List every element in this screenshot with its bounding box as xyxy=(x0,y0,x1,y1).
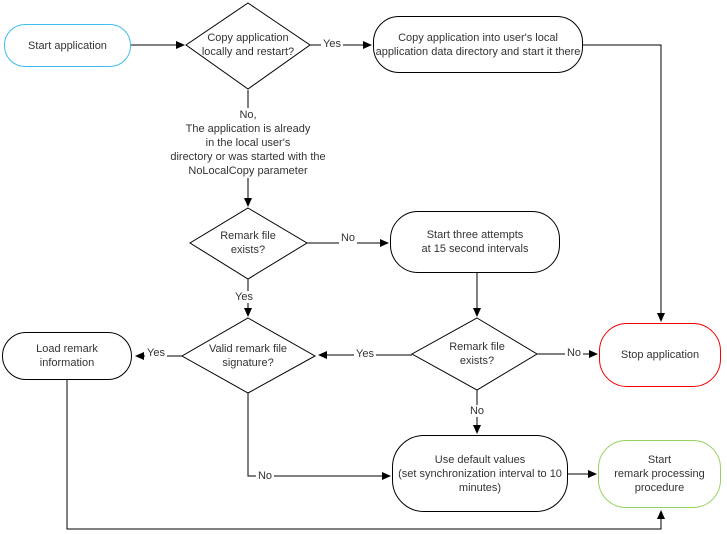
node-label-line: remark processing xyxy=(614,468,705,480)
no-local-copy-note xyxy=(148,108,348,178)
note-line: in the local user's xyxy=(205,137,291,149)
node-label-line: Copy application into user's local xyxy=(398,31,558,44)
node-label-line: Remark file xyxy=(449,341,505,353)
start-three-attempts-node xyxy=(390,211,560,273)
node-label-line: Valid remark file xyxy=(208,343,288,355)
edge-label-signature-no: No xyxy=(257,470,273,482)
edge-label-signature-yes: Yes xyxy=(147,347,165,359)
node-label-line: Start xyxy=(647,454,672,466)
note-line: directory or was started with the xyxy=(170,151,326,163)
note-line: No, xyxy=(239,109,257,121)
load-remark-information-node xyxy=(2,332,132,380)
edge-label-exists2-yes: Yes xyxy=(356,348,374,360)
node-label-line: procedure xyxy=(634,482,685,494)
node-label-line: minutes) xyxy=(458,481,502,494)
edge-label-exists2-no-bottom: No xyxy=(469,405,485,417)
note-line: NoLocalCopy parameter xyxy=(188,165,308,177)
use-default-values-node xyxy=(392,435,568,512)
decision-remark-exists-2-label xyxy=(415,340,539,368)
decision-valid-signature-label xyxy=(184,342,312,370)
copy-application-node xyxy=(373,16,583,73)
edge-load-to-processing xyxy=(67,380,661,529)
node-label-line: (set synchronization interval to 10 xyxy=(398,467,562,480)
edge-label-exists1-no: No xyxy=(340,232,356,244)
node-label-line: signature? xyxy=(222,357,274,369)
edge-copyapp-to-stop xyxy=(583,45,661,321)
node-label-line: exists? xyxy=(459,355,495,367)
node-label-line: Copy application xyxy=(207,32,289,44)
start-application-node xyxy=(4,24,131,67)
node-label-line: Load remark xyxy=(36,343,98,355)
node-label-line: Start application xyxy=(28,39,107,52)
node-label-line: locally and restart? xyxy=(201,46,295,58)
edge-label-copy-yes: Yes xyxy=(323,38,341,50)
node-label-line: Start three attempts xyxy=(426,229,524,241)
edge-signature-no xyxy=(248,393,390,476)
edge-label-exists2-no: No xyxy=(566,347,582,359)
start-remark-processing-node xyxy=(598,440,721,508)
note-line: The application is already xyxy=(185,123,311,135)
node-label-line: application data directory and start it there xyxy=(375,45,581,58)
node-label-line: information xyxy=(39,357,95,369)
decision-copy-locally-label xyxy=(186,31,310,59)
node-label-line: Use default values xyxy=(434,453,526,466)
node-label-line: exists? xyxy=(230,244,266,256)
node-label-line: at 15 second intervals xyxy=(421,243,529,255)
node-label-line: Remark file xyxy=(220,230,276,242)
stop-application-node xyxy=(599,323,721,387)
node-label-line: Stop application xyxy=(620,349,700,361)
edge-label-exists1-yes: Yes xyxy=(235,291,253,303)
decision-remark-exists-1-label xyxy=(186,229,310,257)
